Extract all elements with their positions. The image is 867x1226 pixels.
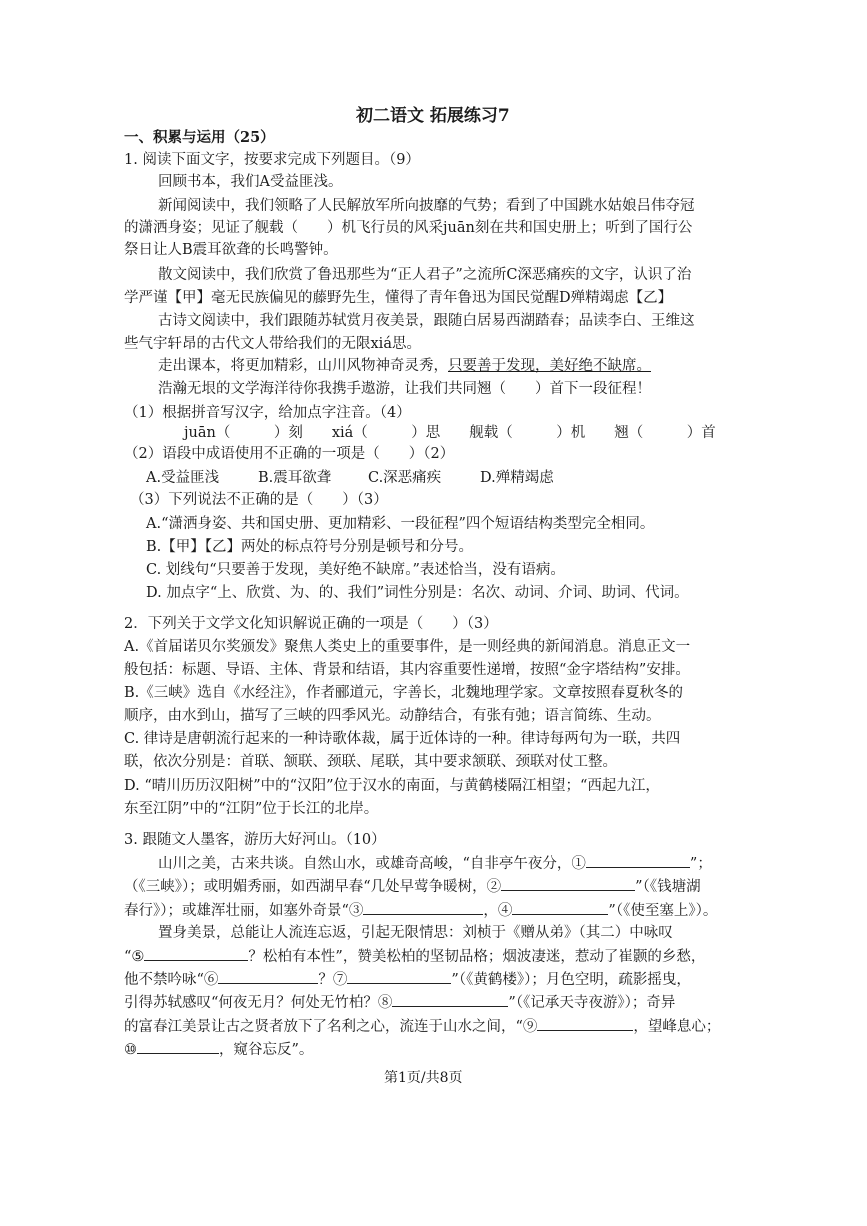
section-heading: 一、积累与运用（25）: [124, 129, 275, 146]
q1-sub2-option: B.震耳欲聋: [258, 470, 332, 486]
q3-line: 置身美景，总能让人流连忘返，引起无限情思：刘桢于《赠从弟》（其二）中咏叹: [158, 925, 673, 941]
q1-paragraph: 的潇洒身姿；见证了舰载（ ）机飞行员的风采juān刻在共和国史册上；听到了国行公: [124, 220, 693, 236]
q3-line: [124, 900, 717, 921]
q1-paragraph: 散文阅读中，我们欣赏了鲁迅那些为“正人君子”之流所C深恶痛疾的文字，认识了治: [158, 267, 692, 283]
q3-text: ”（《记承天寺夜游》）；奇异: [508, 995, 676, 1011]
q1-sub3-option: B.【甲】【乙】两处的标点符号分别是顿号和分号。: [146, 539, 474, 555]
q3-text: ”（《钱塘湖: [635, 879, 701, 895]
q3-text: ，④: [483, 903, 513, 919]
q2-option-text: C. 律诗是唐朝流行起来的一种诗歌体裁，属于近体诗的一种。律诗每两句为一联，共四: [124, 731, 681, 747]
q3-stem: 3. 跟随文人墨客，游历大好河山。（10）: [124, 832, 386, 848]
q3-text: ”（《黄鹤楼》）；月色空明，疏影摇曳，: [451, 972, 691, 988]
q3-line: [124, 946, 705, 967]
q2-option-text: 东至江阴”中的“江阴”位于长江的北岸。: [124, 801, 379, 817]
q1-sub2-option: D.殚精竭虑: [480, 470, 554, 486]
q1-sub3-title: （3）下列说法不正确的是（ ）（3）: [130, 492, 388, 508]
q3-text: ，望峰息心；: [633, 1019, 721, 1035]
q3-line: [124, 1016, 720, 1037]
answer-blank-3[interactable]: [363, 900, 483, 915]
q3-line: [124, 1039, 313, 1060]
q1-sub2-option: A.受益匪浅: [146, 470, 220, 486]
q1-paragraph: 些气宇轩昂的古代文人带给我们的无限xiá思。: [124, 336, 421, 352]
answer-blank-2[interactable]: [501, 876, 635, 891]
q1-sub1-title: （1）根据拼音写汉字，给加点字注音。（4）: [124, 405, 411, 421]
q1-sub3-option: C. 划线句“只要善于发现，美好绝不缺席。”表述恰当，没有语病。: [146, 562, 565, 578]
q1-paragraph: 古诗文阅读中，我们跟随苏轼赏月夜美景，跟随白居易西湖踏春；品读李白、王维这: [158, 313, 695, 329]
q3-text: ”；: [689, 856, 712, 872]
q3-line: [124, 992, 675, 1013]
q3-text: （《三峡》）；或明媚秀丽，如西湖早春“几处早莺争暖树，②: [124, 879, 502, 895]
q1-paragraph: 新闻阅读中，我们领略了人民解放军所向披靡的气势；看到了中国跳水姑娘吕伟夺冠: [158, 198, 695, 214]
q2-option-text: A.《首届诺贝尔奖颁发》聚焦人类史上的重要事件，是一则经典的新闻消息。消息正文一: [124, 639, 691, 655]
answer-blank-7[interactable]: [347, 969, 451, 984]
q3-line: [158, 853, 712, 874]
q3-text: 的富春江美景让古之贤者放下了名利之心，流连于山水之间，“⑨: [124, 1019, 538, 1035]
q2-option-text: 顺序，由水到山，描写了三峡的四季风光。动静结合，有张有弛；语言简练、生动。: [124, 708, 661, 724]
q3-text: 引得苏轼感叹“何夜无月？何处无竹柏？⑧: [124, 995, 393, 1011]
answer-blank-4[interactable]: [512, 900, 608, 915]
q2-option-text: D. “晴川历历汉阳树”中的“汉阳”位于汉水的南面，与黄鹤楼隔江相望；“西起九江，: [124, 778, 660, 794]
page-number: 第1页/共8页: [384, 1070, 463, 1086]
q3-text: ？⑦: [318, 972, 348, 988]
answer-blank-9[interactable]: [537, 1016, 633, 1031]
answer-blank-5[interactable]: [144, 946, 248, 961]
q1-paragraph: 浩瀚无垠的文学海洋待你我携手遨游，让我们共同翘（ ）首下一段征程！: [158, 381, 651, 397]
q1-sub3-option: A.“潇洒身姿、共和国史册、更加精彩、一段征程”四个短语结构类型完全相同。: [146, 516, 655, 532]
q2-option-text: 联，依次分别是：首联、颔联、颈联、尾联，其中要求颔联、颈联对仗工整。: [124, 754, 617, 770]
q3-text: “⑤: [124, 949, 145, 965]
answer-blank-8[interactable]: [392, 992, 508, 1007]
q1-paragraph: [158, 356, 651, 376]
q3-text: 他不禁吟咏“⑥: [124, 972, 219, 988]
q1-paragraph: 祭日让人B震耳欲聋的长鸣警钟。: [124, 242, 338, 258]
answer-blank-6[interactable]: [218, 969, 318, 984]
q1-sub2-title: （2）语段中成语使用不正确的一项是（ ）（2）: [124, 446, 455, 462]
q1-paragraph: 回顾书本，我们A受益匪浅。: [158, 174, 343, 190]
q3-text: 春行》）；或雄浑壮丽，如塞外奇景“③: [124, 903, 364, 919]
answer-blank-10[interactable]: [137, 1039, 219, 1054]
underlined-sentence: 只要善于发现，美好绝不缺席。: [448, 358, 651, 374]
q1-paragraph: 学严谨【甲】毫无民族偏见的藤野先生，懂得了青年鲁迅为国民觉醒D殚精竭虑【乙】: [124, 290, 673, 306]
q3-text: ⑩: [124, 1042, 137, 1058]
q3-line: [124, 876, 701, 897]
q1-sub3-option: D. 加点字“上、欣赏、为、的、我们”词性分别是：名次、动词、介词、助词、代词。: [146, 585, 689, 601]
q3-text: ？松柏有本性”，赞美松柏的坚韧品格；烟波凄迷，惹动了崔颢的乡愁，: [248, 949, 706, 965]
q3-text: 山川之美，古来共谈。自然山水，或雄奇高峻，“自非亭午夜分，①: [158, 856, 586, 872]
q3-text: ”（《使至塞上》）。: [608, 903, 718, 919]
q2-option-text: B.《三峡》选自《水经注》，作者郦道元，字善长，北魏地理学家。文章按照春夏秋冬的: [124, 685, 684, 701]
q2-stem: 2．下列关于文学文化知识解说正确的一项是（ ）（3）: [124, 616, 498, 632]
q2-option-text: 般包括：标题、导语、主体、背景和结语，其内容重要性递增，按照“金字塔结构”安排。: [124, 662, 690, 678]
q1-stem: 1. 阅读下面文字，按要求完成下列题目。（9）: [124, 152, 420, 168]
q1-sub2-option: C.深恶痛疾: [368, 470, 442, 486]
q1-sub1-items: juān（ ）刻 xiá（ ）思 舰载（ ）机 翘（ ）首: [184, 425, 716, 441]
q1-paragraph-text: 走出课本，将更加精彩，山川风物神奇灵秀，: [158, 358, 448, 374]
page-title: 初二语文 拓展练习7: [356, 106, 510, 126]
q3-text: ，窥谷忘反”。: [219, 1042, 314, 1058]
answer-blank-1[interactable]: [586, 853, 690, 868]
q3-line: [124, 969, 691, 990]
